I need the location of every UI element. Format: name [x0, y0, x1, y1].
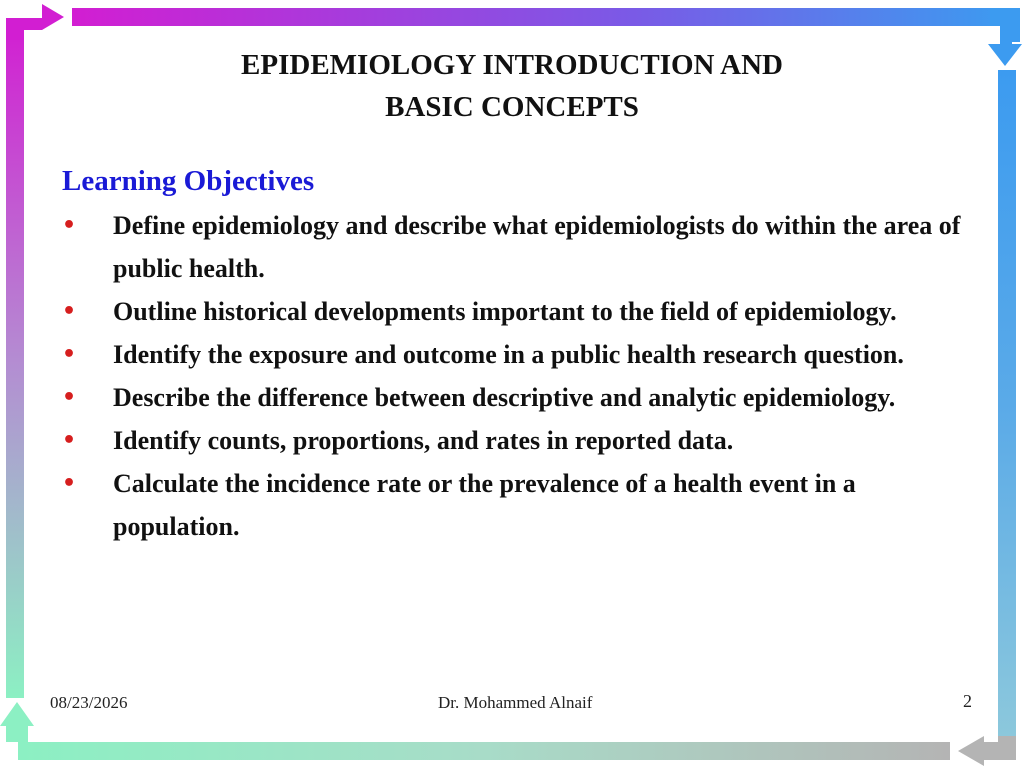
frame-top-left-arrow-icon	[6, 4, 64, 40]
footer-date: 08/23/2026	[50, 693, 128, 712]
learning-objectives-heading: Learning Objectives	[62, 165, 315, 197]
slide-number: 2	[963, 691, 972, 711]
objective-item	[62, 419, 982, 462]
frame-bottom-left-arrow-icon	[0, 702, 34, 742]
objective-text: Define epidemiology and describe what epidemiologists do within the area of public health.	[113, 211, 961, 283]
objective-text: Calculate the incidence rate or the prevalence of a health event in a population.	[113, 469, 856, 541]
bullet-icon: •	[62, 428, 77, 453]
objective-text: Identify counts, proportions, and rates in reported data.	[113, 426, 734, 455]
slide-title-line-1: EPIDEMIOLOGY INTRODUCTION AND	[241, 49, 783, 81]
bullet-icon: •	[62, 299, 77, 324]
slide-title-line-2: BASIC CONCEPTS	[385, 91, 639, 123]
objective-text: Identify the exposure and outcome in a public health research question.	[113, 340, 904, 369]
frame-bottom-right-arrow-icon	[958, 736, 1016, 766]
objective-text: Describe the difference between descriptive and analytic epidemiology.	[113, 383, 896, 412]
objective-text: Outline historical developments important to the field of epidemiology.	[113, 297, 897, 326]
bullet-icon: •	[62, 385, 77, 410]
objective-item	[62, 204, 982, 290]
objective-item	[62, 290, 982, 333]
objectives-list	[62, 204, 982, 548]
bullet-icon: •	[62, 471, 77, 496]
slide-title	[0, 44, 1024, 128]
frame-right-bar	[998, 70, 1016, 738]
bullet-icon: •	[62, 342, 77, 367]
bullet-icon: •	[62, 213, 77, 238]
frame-bottom-bar	[18, 742, 950, 760]
objective-item	[62, 462, 982, 548]
objective-item	[62, 333, 982, 376]
frame-top-bar	[72, 8, 1008, 26]
objective-item	[62, 376, 982, 419]
footer-author: Dr. Mohammed Alnaif	[438, 693, 593, 712]
